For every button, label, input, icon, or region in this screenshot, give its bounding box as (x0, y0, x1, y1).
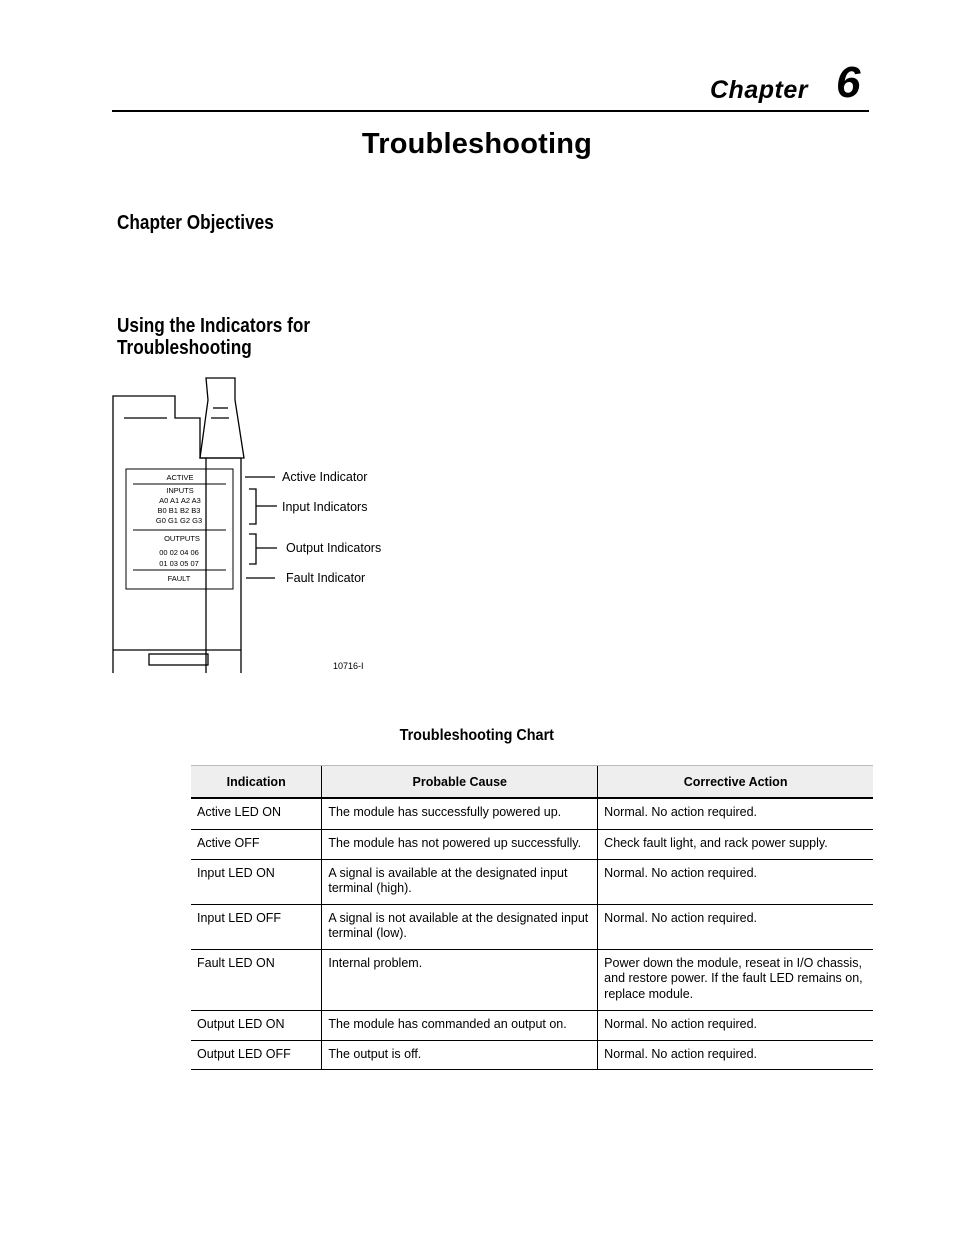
panel-active-label: ACTIVE (166, 473, 194, 482)
cell-probable-cause: Internal problem. (322, 949, 598, 1010)
module-indicator-figure (100, 370, 400, 680)
cell-probable-cause: The output is off. (322, 1040, 598, 1069)
panel-output-row: 01 03 05 07 (159, 559, 199, 568)
cell-corrective-action: Power down the module, reseat in I/O chassis, and restore power. If the fault LED remains on, replace module. (598, 949, 873, 1010)
callout-input: Input Indicators (282, 500, 368, 514)
panel-input-row: B0 B1 B2 B3 (157, 506, 201, 515)
header-rule (112, 110, 869, 112)
chapter-label: Chapter (710, 76, 808, 104)
panel-fault-label: FAULT (167, 574, 191, 583)
panel-output-row: 00 02 04 06 (159, 548, 199, 557)
table-row (191, 904, 873, 949)
cell-corrective-action: Normal. No action required. (598, 798, 873, 829)
table-caption (0, 727, 954, 745)
section-heading-objectives: Chapter Objectives (117, 212, 274, 234)
table-row (191, 798, 873, 829)
cell-indication: Input LED ON (191, 859, 322, 904)
table-row (191, 859, 873, 904)
callout-lines (245, 477, 277, 578)
panel-outputs-label: OUTPUTS (164, 534, 200, 543)
column-header-probable-cause: Probable Cause (322, 766, 598, 799)
section-heading-indicators: Using the Indicators for Troubleshooting (117, 315, 311, 359)
table-header-row (191, 766, 873, 799)
cell-probable-cause: The module has not powered up successfully. (322, 829, 598, 859)
cell-corrective-action: Normal. No action required. (598, 904, 873, 949)
table-row (191, 949, 873, 1010)
column-header-indication: Indication (191, 766, 322, 799)
callout-fault: Fault Indicator (286, 571, 366, 585)
table-row (191, 829, 873, 859)
troubleshooting-table (191, 765, 873, 1070)
cell-indication: Fault LED ON (191, 949, 322, 1010)
cell-probable-cause: A signal is available at the designated input terminal (high). (322, 859, 598, 904)
cell-corrective-action: Normal. No action required. (598, 1010, 873, 1040)
page-title: Troubleshooting (361, 128, 593, 160)
cell-probable-cause: A signal is not available at the designated input terminal (low). (322, 904, 598, 949)
cell-indication: Active OFF (191, 829, 322, 859)
table-row (191, 1010, 873, 1040)
cell-corrective-action: Normal. No action required. (598, 859, 873, 904)
module-outline (113, 378, 244, 673)
cell-indication: Output LED OFF (191, 1040, 322, 1069)
cell-corrective-action: Check fault light, and rack power supply. (598, 829, 873, 859)
cell-corrective-action: Normal. No action required. (598, 1040, 873, 1069)
chapter-number: 6 (836, 58, 861, 107)
panel-input-row: A0 A1 A2 A3 (159, 496, 201, 505)
table-caption-text: Troubleshooting Chart (399, 727, 555, 744)
cell-indication: Active LED ON (191, 798, 322, 829)
panel-inputs-label: INPUTS (166, 486, 194, 495)
cell-probable-cause: The module has successfully powered up. (322, 798, 598, 829)
table-row (191, 1040, 873, 1069)
cell-indication: Input LED OFF (191, 904, 322, 949)
cell-indication: Output LED ON (191, 1010, 322, 1040)
column-header-corrective-action: Corrective Action (598, 766, 873, 799)
figure-id: 10716-I (333, 661, 364, 671)
callout-output: Output Indicators (286, 541, 382, 555)
callout-active: Active Indicator (282, 470, 368, 484)
panel-input-row: G0 G1 G2 G3 (155, 516, 203, 525)
cell-probable-cause: The module has commanded an output on. (322, 1010, 598, 1040)
